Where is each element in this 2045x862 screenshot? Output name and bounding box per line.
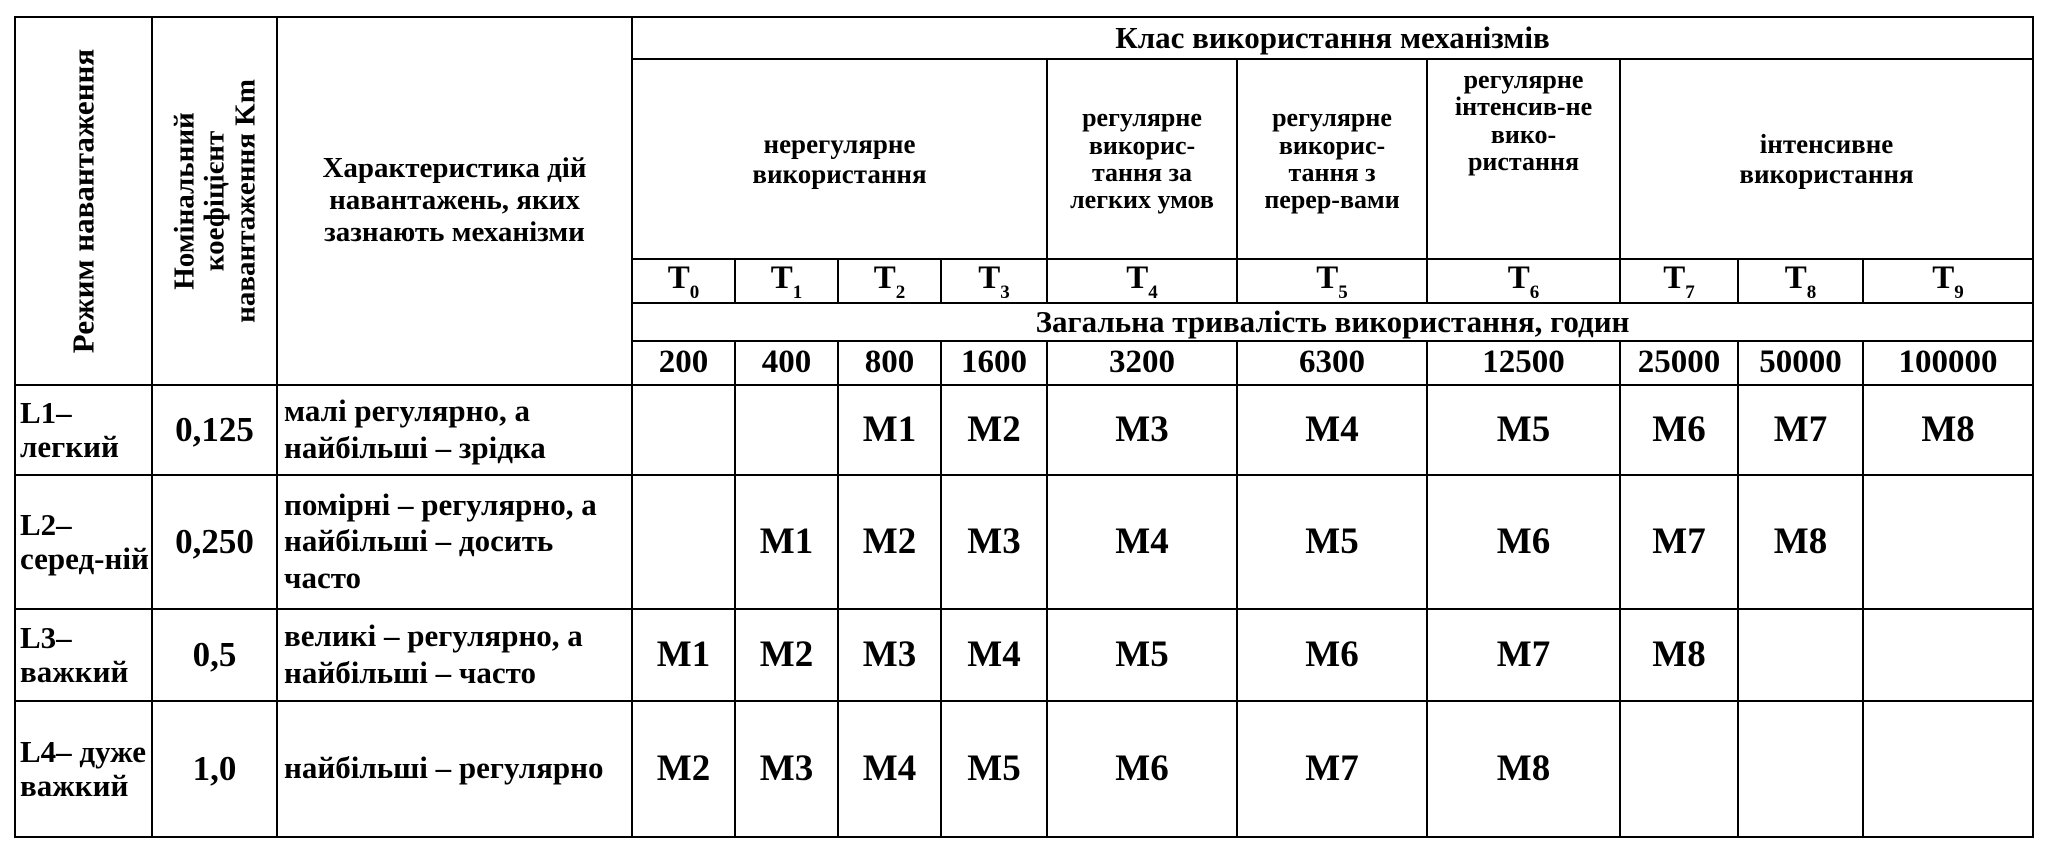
hours-cell: 400 — [735, 341, 838, 385]
class-cell — [632, 475, 735, 609]
mode-cell: L4– дуже важкий — [15, 701, 152, 837]
class-cell: M7 — [1620, 475, 1738, 609]
mode-cell: L3– важкий — [15, 609, 152, 701]
mode-cell: L1– легкий — [15, 385, 152, 475]
t-code-cell: $T_4$ — [1047, 259, 1237, 303]
class-cell: M2 — [632, 701, 735, 837]
table-wrapper — [14, 16, 2034, 838]
group-irregular: нерегулярне використання — [632, 59, 1047, 259]
class-cell — [735, 385, 838, 475]
coef-header-line3: навантаження Km — [228, 78, 261, 323]
class-title: Клас використання механізмів — [632, 17, 2033, 59]
class-cell: M3 — [1047, 385, 1237, 475]
table-row — [15, 701, 2033, 837]
class-cell: M4 — [838, 701, 941, 837]
hours-cell: 25000 — [1620, 341, 1738, 385]
class-cell — [1738, 609, 1863, 701]
t-code-cell: $T_9$ — [1863, 259, 2033, 303]
t-code-cell: $T_2$ — [838, 259, 941, 303]
class-cell: M8 — [1738, 475, 1863, 609]
class-cell: M6 — [1047, 701, 1237, 837]
class-cell — [1863, 609, 2033, 701]
class-cell: M6 — [1427, 475, 1620, 609]
table-row — [15, 385, 2033, 475]
class-cell: M8 — [1427, 701, 1620, 837]
hours-cell: 50000 — [1738, 341, 1863, 385]
class-cell: M3 — [941, 475, 1047, 609]
class-cell: M3 — [735, 701, 838, 837]
coef-cell: 0,5 — [152, 609, 277, 701]
class-cell — [1863, 701, 2033, 837]
class-cell: M7 — [1237, 701, 1427, 837]
hours-cell: 3200 — [1047, 341, 1237, 385]
hours-cell: 6300 — [1237, 341, 1427, 385]
hours-cell: 1600 — [941, 341, 1047, 385]
desc-cell: великі – регулярно, а найбільші – часто — [277, 609, 632, 701]
class-cell: M6 — [1237, 609, 1427, 701]
class-cell — [1738, 701, 1863, 837]
class-cell: M5 — [1237, 475, 1427, 609]
mode-cell: L2– серед-ній — [15, 475, 152, 609]
coef-header-cell — [152, 17, 277, 385]
coef-header-line1: Номінальний — [167, 112, 200, 290]
class-cell: M1 — [838, 385, 941, 475]
class-cell: M1 — [735, 475, 838, 609]
group-regular-light: регулярне викорис-тання за легких умов — [1047, 59, 1237, 259]
t-code-cell: $T_8$ — [1738, 259, 1863, 303]
hours-cell: 100000 — [1863, 341, 2033, 385]
hours-cell: 800 — [838, 341, 941, 385]
class-cell: M1 — [632, 609, 735, 701]
class-cell — [1863, 475, 2033, 609]
group-regular-breaks: регулярне викорис-тання з перер-вами — [1237, 59, 1427, 259]
class-cell: M8 — [1620, 609, 1738, 701]
hours-cell: 12500 — [1427, 341, 1620, 385]
class-cell: M2 — [735, 609, 838, 701]
class-cell: M5 — [1427, 385, 1620, 475]
mechanism-classification-table — [14, 16, 2034, 838]
header-row-class-title — [15, 17, 2033, 59]
table-row — [15, 475, 2033, 609]
coef-cell: 0,250 — [152, 475, 277, 609]
coef-cell: 1,0 — [152, 701, 277, 837]
desc-cell: малі регулярно, а найбільші – зрідка — [277, 385, 632, 475]
coef-cell: 0,125 — [152, 385, 277, 475]
class-cell: M8 — [1863, 385, 2033, 475]
class-cell: M4 — [1237, 385, 1427, 475]
desc-header-label: Характеристика дій навантажень, яких зазнають механізми — [322, 151, 587, 248]
class-cell: M2 — [838, 475, 941, 609]
class-cell: M4 — [941, 609, 1047, 701]
mode-header-label: Режим навантаження — [65, 48, 101, 353]
duration-title: Загальна тривалість використання, годин — [632, 303, 2033, 341]
t-code-cell: $T_6$ — [1427, 259, 1620, 303]
class-cell — [632, 385, 735, 475]
class-cell: M5 — [941, 701, 1047, 837]
hours-cell: 200 — [632, 341, 735, 385]
class-cell: M7 — [1738, 385, 1863, 475]
desc-header-cell — [277, 17, 632, 385]
class-cell: M6 — [1620, 385, 1738, 475]
group-intensive: інтенсивне використання — [1620, 59, 2033, 259]
class-cell: M2 — [941, 385, 1047, 475]
desc-cell: помірні – регулярно, а найбільші – досить часто — [277, 475, 632, 609]
group-regular-intensive: регулярне інтенсив-не вико-ристання — [1427, 59, 1620, 259]
class-cell: M7 — [1427, 609, 1620, 701]
class-cell — [1620, 701, 1738, 837]
t-code-cell: $T_1$ — [735, 259, 838, 303]
class-cell: M3 — [838, 609, 941, 701]
t-code-cell: $T_0$ — [632, 259, 735, 303]
t-code-cell: $T_5$ — [1237, 259, 1427, 303]
class-cell: M5 — [1047, 609, 1237, 701]
mode-header-cell — [15, 17, 152, 385]
coef-header-label — [169, 79, 260, 323]
table-row — [15, 609, 2033, 701]
coef-header-line2: коефіцієнт — [198, 130, 231, 272]
desc-cell: найбільші – регулярно — [277, 701, 632, 837]
t-code-cell: $T_3$ — [941, 259, 1047, 303]
t-code-cell: $T_7$ — [1620, 259, 1738, 303]
class-cell: M4 — [1047, 475, 1237, 609]
